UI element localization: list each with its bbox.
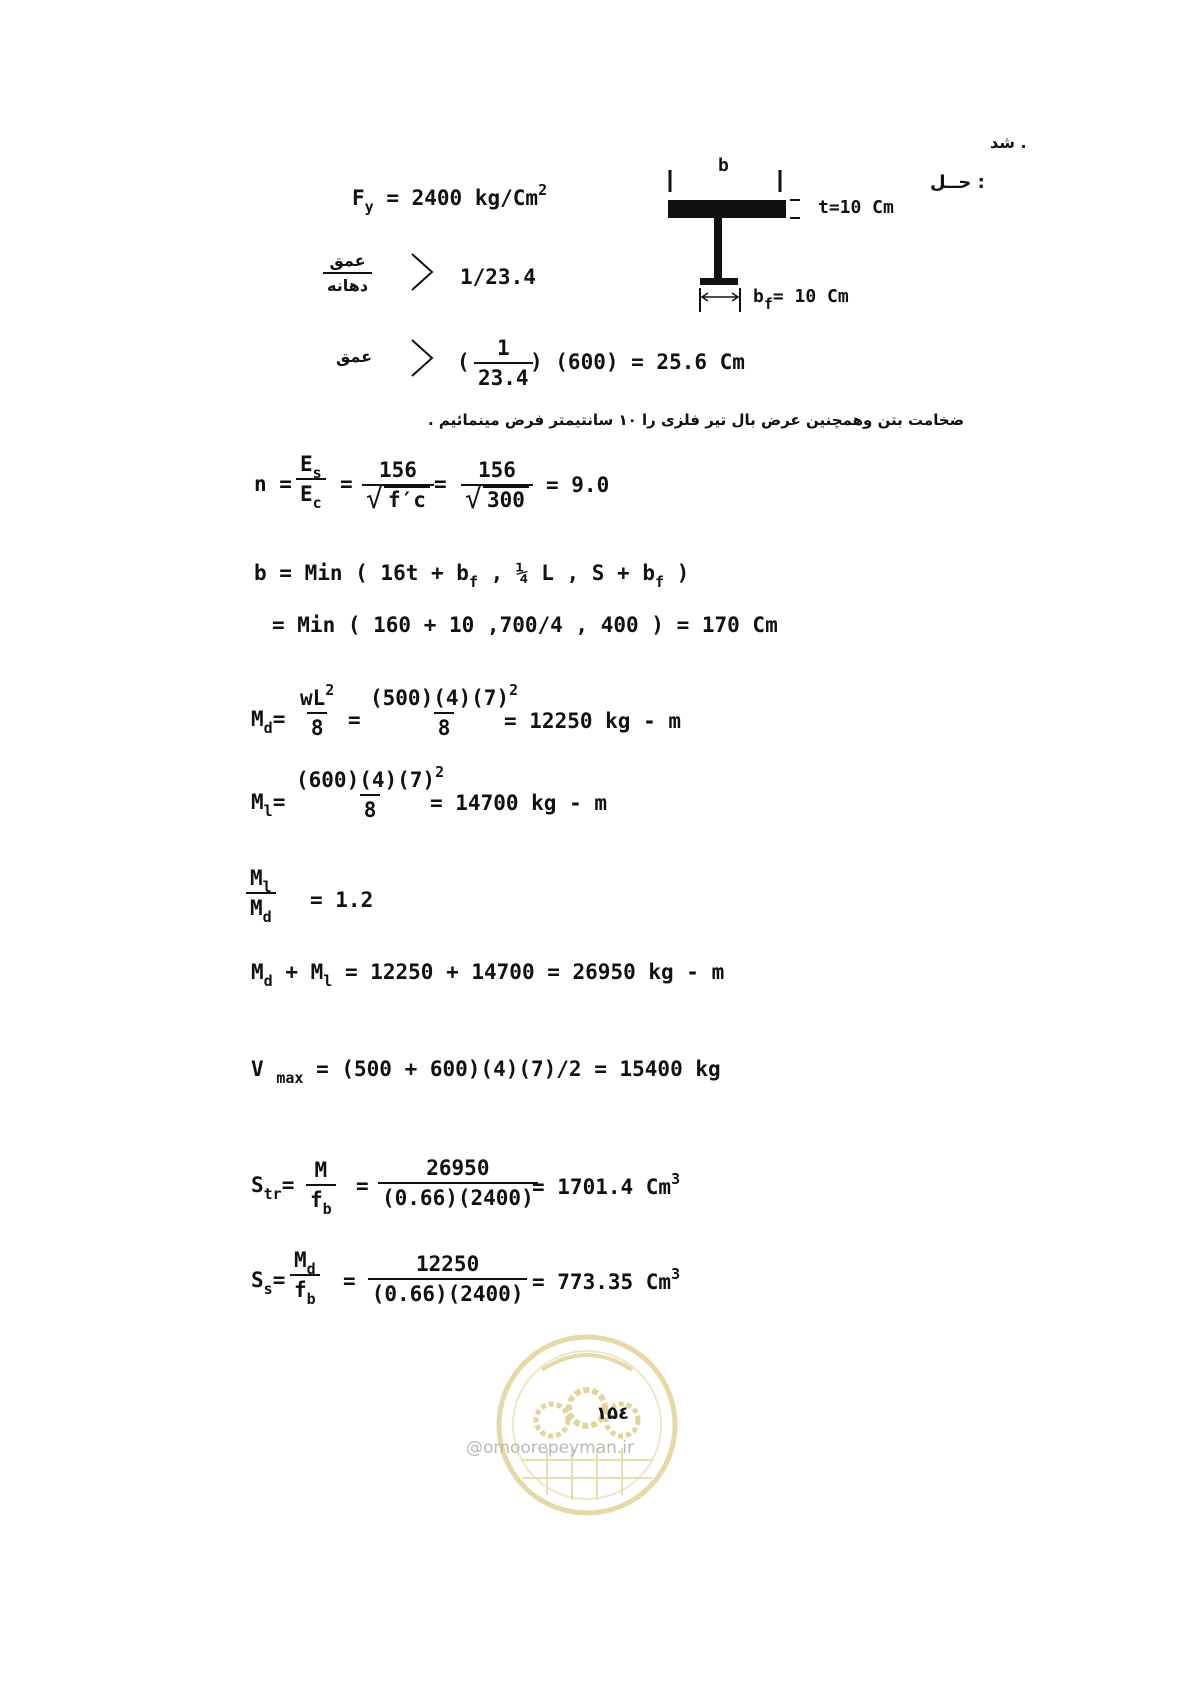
md-fraction-wl2: $\frac{wL^2}{8}$ (300, 681, 335, 740)
site-watermark: @omoorepeyman.ir (466, 1438, 635, 1458)
md-result: = 12250 kg - m (504, 709, 682, 733)
moment-sum: $M_d + M_l = 12250 + 14700 = 26950$ kg - m (251, 960, 725, 990)
ml-md-ratio: $\frac{M_l}{M_d}$ (246, 866, 276, 920)
flange-width-label: b (718, 155, 729, 176)
header-shod: شد . (990, 133, 1027, 152)
slab-thickness-label: t=10 Cm (818, 197, 894, 218)
equals-sign: = (434, 472, 447, 496)
es-ec-fraction: $\frac{E_s}{E_c}$ (296, 452, 326, 506)
md-fraction-values: $\frac{(500)(4)(7)^2}{8}$ (370, 681, 519, 740)
bottom-flange-label: $b_f= 10$ Cm (753, 286, 849, 313)
ratio-value: 1/23.4 (460, 265, 536, 289)
equals-sign: = (340, 472, 353, 496)
ec-fraction-1: 156 √ f′c (362, 458, 434, 512)
greater-than-sign (408, 336, 436, 380)
fy-formula: $F_y = 2400$ kg/Cm$^2$ (352, 181, 548, 216)
str-lhs: $S_{tr}=$ (251, 1173, 295, 1203)
organization-stamp-logo (492, 1330, 682, 1520)
ec-fraction-2: 156 √ 300 (458, 458, 536, 512)
str-fraction-values: $\frac{26950}{(0.66)(2400)}$ (378, 1156, 538, 1210)
vmax-formula: V $_{max}$ = (500 + 600)(4)(7)/2 = 15400 kg (251, 1057, 721, 1087)
depth-span-fraction: عمق دهانه (323, 251, 372, 295)
page-number: ۱۵٤ (596, 1403, 629, 1424)
equals-sign: = (356, 1174, 369, 1198)
greater-than-sign (408, 250, 436, 294)
equals-sign: = (343, 1269, 356, 1293)
modular-ratio-result: = 9.0 (546, 473, 610, 497)
effective-width-line1: b = Min ( $16t + b_f$ , ¼ L , $S + b_f$ ) (254, 561, 690, 591)
ml-fraction: $\frac{(600)(4)(7)^2}{8}$ (296, 763, 445, 822)
md-lhs: $M_d=$ (251, 707, 286, 737)
ss-fraction-md-fb: $\frac{M_d}{f_b}$ (290, 1248, 320, 1302)
depth-fraction: $\frac{1}{23.4}$ (474, 336, 533, 390)
ss-fraction-values: $\frac{12250}{(0.66)(2400)}$ (366, 1252, 529, 1306)
equals-sign: = (348, 708, 361, 732)
ss-lhs: $S_s=$ (251, 1268, 286, 1298)
modular-ratio-lhs: n = (254, 472, 292, 496)
depth-label: عمق (336, 347, 373, 366)
ml-lhs: $M_l=$ (251, 790, 286, 820)
ratio-result: = 1.2 (310, 888, 374, 912)
depth-result: ) (600) = 25.6 Cm (530, 350, 745, 374)
assumption-text: ضخامت بتن وهمچنین عرض بال تیر فلزی را ۱۰ سانتیمتر فرض مینمائیم . (428, 411, 965, 429)
str-fraction-m-fb: $\frac{M}{f_b}$ (306, 1158, 336, 1212)
depth-open-paren: ( (457, 350, 470, 374)
str-result: = 1701.4 Cm$^3$ (532, 1170, 681, 1199)
ss-result: = 773.35 Cm$^3$ (532, 1265, 681, 1294)
effective-width-line2: = Min ( 160 + 10 ,700/4 , 400 ) = 170 Cm (272, 613, 778, 637)
solution-label: حــل : (930, 172, 985, 193)
ml-result: = 14700 kg - m (430, 791, 608, 815)
